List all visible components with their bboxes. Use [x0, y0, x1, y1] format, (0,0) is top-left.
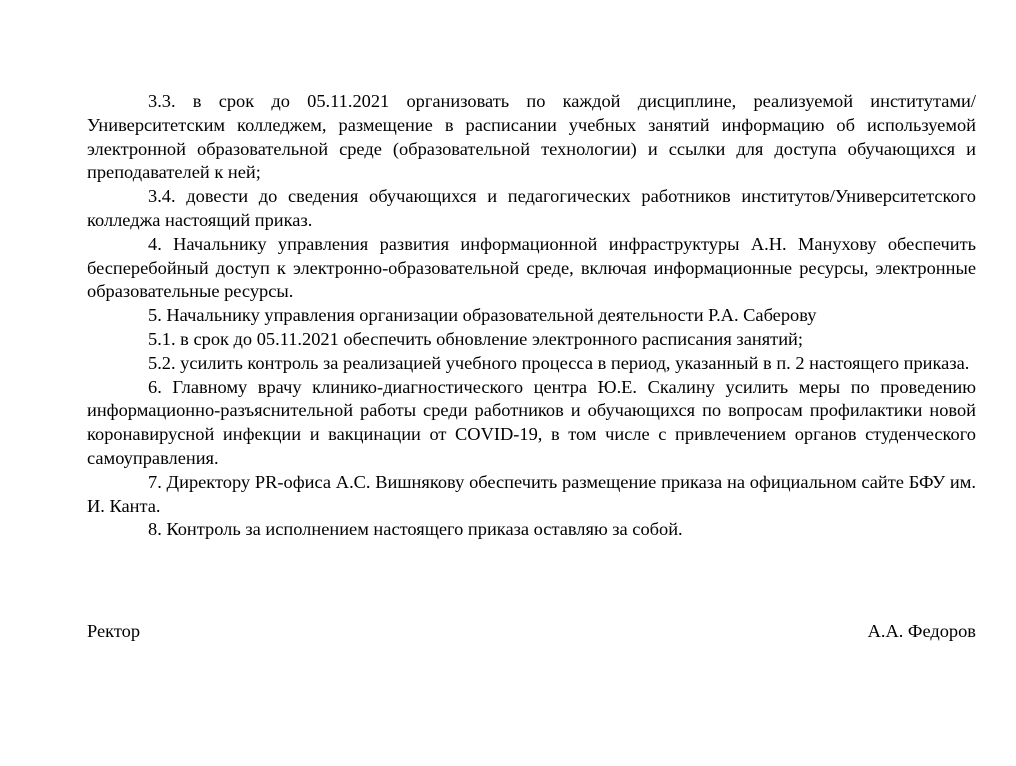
order-body — [87, 90, 976, 542]
paragraph-5-2: 5.2. усилить контроль за реализацией учебного процесса в период, указанный в п. 2 настоящего приказа. — [148, 352, 970, 373]
paragraph-6: 6. Главному врачу клинико-диагностического центра Ю.Е. Скалину усилить меры по проведению информационно-разъяснительной работы среди работников и обучающихся по вопросам профилактики новой коронавирусной инфекции и вакцинации от COVID-19, в том числе с привлечением органов студенческого самоуправления. — [87, 376, 976, 468]
paragraph-8: 8. Контроль за исполнением настоящего приказа оставляю за собой. — [148, 519, 683, 540]
paragraph-5: 5. Начальнику управления организации образовательной деятельности Р.А. Саберову — [148, 305, 817, 326]
signature-position: Ректор — [87, 621, 141, 641]
signature-block — [87, 620, 976, 644]
signature-name: А.А. Федоров — [867, 621, 976, 641]
paragraph-3-4: 3.4. довести до сведения обучающихся и педагогических работников институтов/Университетского колледжа настоящий приказ. — [87, 186, 976, 230]
paragraph-3-3: 3.3. в срок до 05.11.2021 организовать по каждой дисциплине, реализуемой институтами/Университетским колледжем, размещение в расписании учебных занятий информацию об используемой электронной образовательной среде (образовательной технологии) и ссылки для доступа обучающихся и преподавателей к ней; — [87, 91, 976, 183]
paragraph-4: 4. Начальнику управления развития информационной инфраструктуры А.Н. Манухову обеспечить бесперебойный доступ к электронно-образовательной среде, включая информационные ресурсы, электронные образовательные ресурсы. — [87, 233, 976, 302]
paragraph-7: 7. Директору PR-офиса А.С. Вишнякову обеспечить размещение приказа на официальном сайте БФУ им. И. Канта. — [87, 471, 976, 516]
paragraph-5-1: 5.1. в срок до 05.11.2021 обеспечить обновление электронного расписания занятий; — [148, 328, 803, 349]
